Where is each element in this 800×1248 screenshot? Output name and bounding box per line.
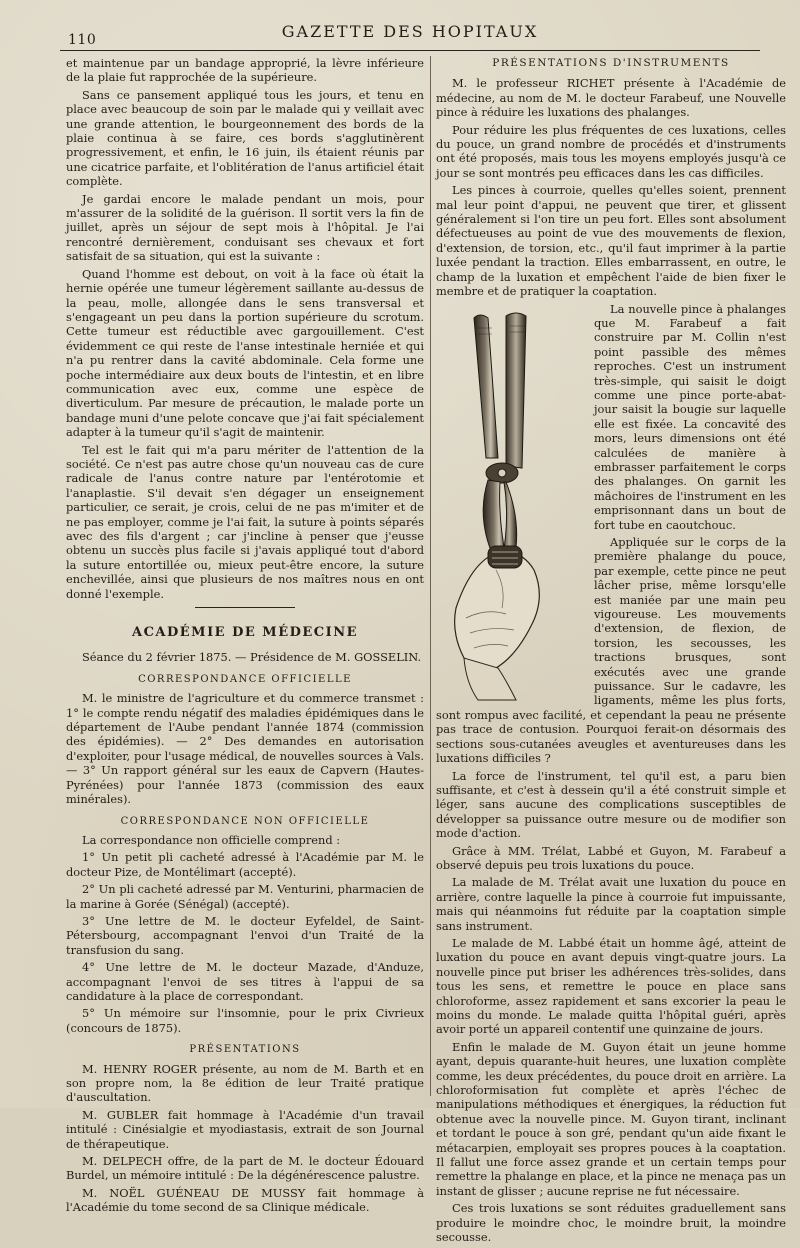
header-rule (60, 50, 760, 51)
academy-heading: ACADÉMIE DE MÉDECINE (131, 625, 358, 641)
paragraph: Ces trois luxations se sont réduites graduellement sans produire le moindre choc, le moindre bruit, la moindre secousse. (436, 1201, 786, 1245)
session-line: Séance du 2 février 1875. — Présidence de M. GOSSELIN. (82, 650, 422, 665)
journal-title: GAZETTE DES HOPITAUX (281, 22, 539, 41)
paragraph: Pour réduire les plus fréquentes de ces luxations, celles du pouce, un grand nombre de procédés et d'instruments ont été proposés, mais tous les moyens employés jusqu'à ce jour se sont montrés peu efficaces dans les cas difficiles. (436, 122, 786, 180)
paragraph: Je gardai encore le malade pendant un mois, pour m'assurer de la solidité de la guérison. Il sortit vers la fin de juillet, après un séjour de sept mois à l'hôpital. Je l'ai rencontré dernièrement, conduisant ses chevaux et fort satisfait de sa situation, qui est la suivante : (66, 191, 424, 264)
paragraph: M. le ministre de l'agriculture et du commerce transmet : 1° le compte rendu négatif des maladies épidémiques dans le département de l'Aube pendant l'année 1874 (commission des épidémies). — 2° Des demandes en autorisation d'exploiter, pour l'usage médical, de nouvelles sources à Vals. — 3° Un rapport général sur les eaux de Capvern (Hautes-Pyrénées) pour l'année 1873 (commission des eaux minérales). (66, 691, 424, 807)
paragraph: Grâce à MM. Trélat, Labbé et Guyon, M. Farabeuf a observé depuis peu trois luxations du pouce. (436, 843, 786, 872)
forceps-illustration (436, 308, 586, 704)
phalanx-forceps-icon (436, 308, 586, 704)
unofficial-correspondence-heading: CORRESPONDANCE NON OFFICIELLE (120, 815, 370, 827)
list-item: 1° Un petit pli cacheté adressé à l'Académie par M. le docteur Pize, de Montélimart (accepté). (66, 850, 424, 879)
paragraph: Le malade de M. Labbé était un homme âgé, atteint de luxation du pouce en avant depuis vingt-quatre jours. La nouvelle pince put briser les adhérences très-solides, dans tous les sens, et remettre le pouce en place sans chloroforme, assez rapidement et sans excorier la peau le moins du monde. Le malade quitta l'hôpital guéri, après avoir porté un appareil contentif une quinzaine de jours. (436, 935, 786, 1037)
list-item: 2° Un pli cacheté adressé par M. Venturini, pharmacien de la marine à Gorée (Sénégal) (accepté). (66, 882, 424, 911)
page-header (60, 20, 760, 46)
paragraph: Appliquée sur le corps de la première phalange du pouce, par exemple, cette pince ne peut lâcher prise, même lorsqu'elle est maniée par une main peu vigoureuse. Les mouvements d'extension, de flexion, de torsion, les secousses, les tractions brusques, sont exécutés avec une grande puissance. Sur le cadavre, les ligaments, même les plus forts, sont rompus avec facilité, et cependant la peau ne présente pas trace de contusion. Pourquoi ferait-on désormais des sections sous-cutanées aveugles et aventureuses dans les luxations difficiles ? (436, 535, 786, 766)
paragraph: Quand l'homme est debout, on voit à la face où était la hernie opérée une tumeur légèrement saillante au-dessus de la peau, molle, allongée dans le sens transversal et s'engageant un peu dans la portion supérieure du scrotum. Cette tumeur est réductible avec gargouillement. C'est évidemment ce qui reste de l'anse intestinale herniée et qui n'a pu rentrer dans la cavité abdominale. Cela forme une poche intermédiaire aux deux bouts de l'intestin, et en libre communication avec eux, comme une espèce de diverticulum. Par mesure de précaution, le malade porte un bandage muni d'une pelote concave que j'ai fait spécialement adapter à la tumeur qu'il s'agit de maintenir. (66, 266, 424, 440)
paragraph: et maintenue par un bandage approprié, la lèvre inférieure de la plaie fut rapprochée de la supérieure. (66, 56, 424, 85)
list-item: 5° Un mémoire sur l'insomnie, pour le prix Civrieux (concours de 1875). (66, 1006, 424, 1035)
instruments-heading: PRÉSENTATIONS D'INSTRUMENTS (492, 57, 730, 69)
paragraph: La malade de M. Trélat avait une luxation du pouce en arrière, contre laquelle la pince à courroie fut impuissante, mais qui néanmoins fut réduite par la coaptation simple sans instrument. (436, 875, 786, 933)
list-item: 4° Une lettre de M. le docteur Mazade, d'Anduze, accompagnant l'envoi de ses titres à l'appui de sa candidature à la place de correspondant. (66, 960, 424, 1003)
paragraph: Tel est le fait qui m'a paru mériter de l'attention de la société. Ce n'est pas autre chose qu'un nouveau cas de cure radicale de l'anus contre nature par l'entérotomie et l'anaplastie. S'il devait s'en dégager un enseignement particulier, ce serait, je crois, celui de ne pas m'imiter et de ne pas employer, comme je l'ai fait, la suture à points séparés avec des fils d'argent ; car j'incline à penser que j'eusse obtenu un succès plus facile si j'avais appliqué tout d'abord la suture entortillée ou, mieux peut-être encore, la suture enchevillée, ainsi que plusieurs de nos maîtres nous en ont donné l'exemple. (66, 442, 424, 601)
paragraph: La force de l'instrument, tel qu'il est, a paru bien suffisante, et c'est à dessein qu'il a été construit simple et léger, sans aucune des complications susceptibles de développer sa puissance outre mesure ou de modifier son mode d'action. (436, 768, 786, 841)
paragraph: M. GUBLER fait hommage à l'Académie d'un travail intitulé : Cinésialgie et myodiastasis, extrait de son Journal de thérapeutique. (66, 1107, 424, 1151)
paragraph: M. HENRY ROGER présente, au nom de M. Barth et en son propre nom, la 8e édition de leur Traité pratique d'auscultation. (66, 1061, 424, 1105)
paragraph: M. DELPECH offre, de la part de M. le docteur Édouard Burdel, un mémoire intitulé : De la dégénérescence palustre. (66, 1154, 424, 1183)
presentations-heading: PRÉSENTATIONS (189, 1044, 301, 1056)
paragraph: Enfin le malade de M. Guyon était un jeune homme ayant, depuis quarante-huit heures, une luxation complète comme, les deux précédentes, du pouce droit en arrière. La chloroformisation fut complète et après l'échec de manipulations méthodiques et énergiques, la réduction fut obtenue avec la nouvelle pince. M. Guyon tirant, inclinant et tordant le pouce à son gré, pendant qu'un aide fixant le métacarpien, employait ses propres pouces à la coaptation. Il fallut une force assez grande et un certain temps pour remettre la phalange en place, et la pince ne menaça pas un instant de glisser ; aucune reprise ne fut nécessaire. (436, 1039, 786, 1198)
list-item: 3° Une lettre de M. le docteur Eyfeldel, de Saint-Pétersbourg, accompagnant l'envoi d'un Traité de la transfusion du sang. (66, 913, 424, 957)
right-column (436, 56, 786, 1248)
section-rule (195, 607, 295, 608)
handle-left (474, 315, 498, 458)
official-correspondence-heading: CORRESPONDANCE OFFICIELLE (138, 673, 352, 685)
paragraph: La correspondance non officielle comprend : (82, 832, 341, 847)
paragraph: Les pinces à courroie, quelles qu'elles soient, prennent mal leur point d'appui, ne peuvent que tirer, et glissent généralement si l'on tire un peu fort. Elles sont absolument défectueuses au point de vue des mouvements de flexion, d'extension, de torsion, etc., qu'il faut imprimer à la partie luxée pendant la traction. Elles embarrassent, en outre, le champ de la luxation et empêchent l'aide de bien fixer le membre et de pratiquer la coaptation. (436, 183, 786, 299)
paragraph: M. NOËL GUÉNEAU DE MUSSY fait hommage à l'Académie du tome second de sa Clinique médicale. (66, 1185, 424, 1215)
paragraph: La nouvelle pince à phalanges que M. Farabeuf a fait construire par M. Collin n'est point passible des mêmes reproches. C'est un instrument très-simple, qui saisit le doigt comme une pince porte-abat-jour saisit la bougie sur laquelle elle est fixée. La concavité des mors, leurs dimensions ont été calculées de manière à embrasser parfaitement le corps des phalanges. On garnit les mâchoires de l'instrument en les emprisonnant dans un bout de fort tube en caoutchouc. (594, 301, 786, 532)
column-divider (430, 56, 431, 1096)
handle-right (506, 313, 526, 468)
page-number: 110 (68, 32, 97, 48)
left-column (66, 56, 424, 1218)
paragraph: Sans ce pansement appliqué tous les jours, et tenu en place avec beaucoup de soin par le malade qui y veillait avec une grande attention, le bourgeonnement des bords de la plaie continua à se faire, ces bords s'agglutinèrent progressivement, et enfin, le 16 juin, ils étaient réunis par une cicatrice parfaite, et l'oblitération de l'anus artificiel était complète. (66, 87, 424, 189)
paragraph: M. le professeur RICHET présente à l'Académie de médecine, au nom de M. le docteur Farabeuf, une Nouvelle pince à réduire les luxations des phalanges. (436, 76, 786, 120)
